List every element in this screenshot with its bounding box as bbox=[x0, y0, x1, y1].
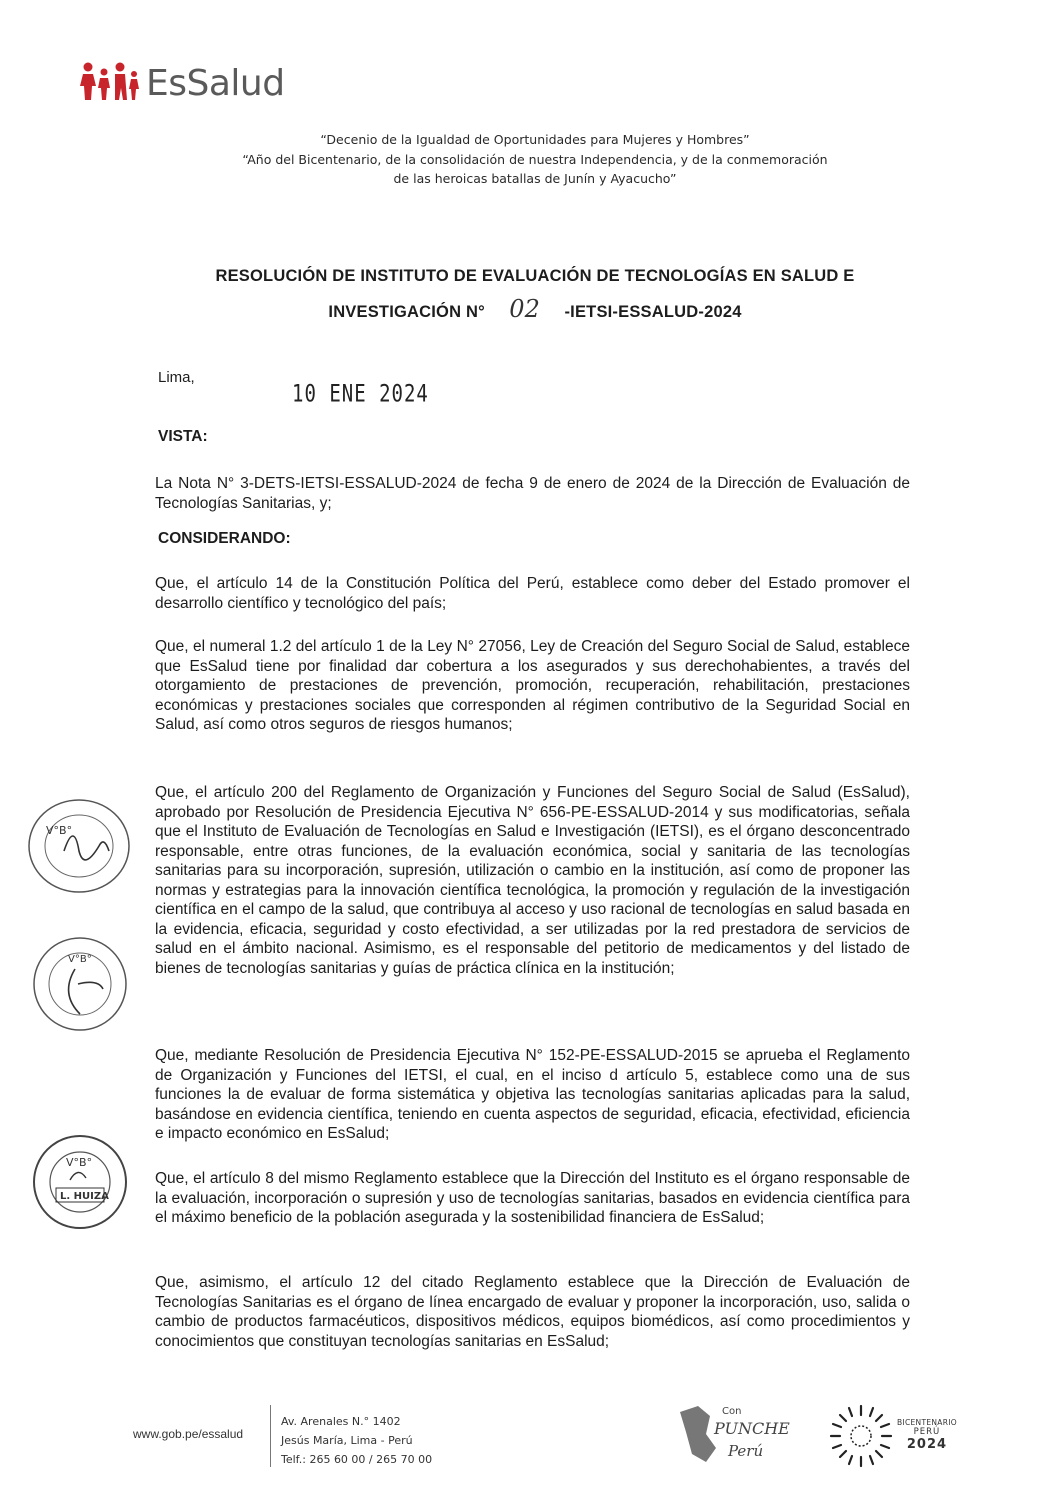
paragraph: Que, el artículo 14 de la Constitución Política del Perú, establece como deber del Estado promover el desarrollo científico y tecnológico del país; bbox=[155, 575, 910, 612]
punche-text: PUNCHE bbox=[714, 1419, 790, 1438]
footer-url: www.gob.pe/essalud bbox=[133, 1427, 244, 1441]
title-prefix: INVESTIGACIÓN N° bbox=[328, 303, 485, 321]
con-punche-peru-logo bbox=[672, 1398, 797, 1468]
footer-address bbox=[281, 1412, 432, 1469]
paragraph: Que, mediante Resolución de Presidencia Ejecutiva N° 152-PE-ESSALUD-2015 se aprueba el Reglamento de Organización y Funciones del IETSI, el cual, en el inciso d artículo 5, establece como una de sus funciones la de evaluar de forma sistemática y objetiva las tecnologías sanitarias aplicadas para la salud, basándose en evidencia científica, teniendo en cuenta aspectos de seguridad, eficacia, efectividad, eficiencia e impacto económico en EsSalud; bbox=[155, 1047, 910, 1142]
paragraph: Que, asimismo, el artículo 12 del citado Reglamento establece que la Dirección de Evaluación de Tecnologías Sanitarias es el órgano de línea encargado de evaluar y proponer la incorporación, uso, salida o cambio de productos farmacéuticos, dispositivos médicos, equipos biomédicos, así como procedimientos y conocimientos que constituyan tecnologías sanitarias en EsSalud; bbox=[155, 1274, 910, 1350]
bicentenario-year: 2024 bbox=[906, 1437, 948, 1452]
con-text: Con bbox=[722, 1406, 742, 1417]
approval-seal bbox=[30, 934, 130, 1034]
peru-map-icon bbox=[680, 1406, 716, 1462]
essalud-logo bbox=[80, 60, 285, 102]
peru-text: Perú bbox=[728, 1442, 764, 1460]
approval-seal bbox=[24, 796, 134, 896]
paragraph: Que, el artículo 200 del Reglamento de Organización y Funciones del Seguro Social de Salud (EsSalud), aprobado por Resolución de Presidencia Ejecutiva N° 656-PE-ESSALUD-2014 y sus modificatorias, señala que el Instituto de Evaluación de Tecnologías en Salud e Investigación (IETSI), es el órgano desconcentrado responsable, entre otras funciones, de la evaluación económica, social y sanitaria de las tecnologías sanitarias para su incorporación, supresión, utilización o cambio en la institución, así como de proponer las normas y estrategias para la innovación científica tecnológica, la promoción y regulación de la investigación científica en el campo de la salud, que contribuya al acceso y uso racional de tecnologías en salud basada en la evidencia, eficacia, seguridad y costo efectividad, a ser utilizadas por la red prestadora de servicios de salud en el ámbito nacional. Asimismo, es el responsable del petitorio de medicamentos y del listado de bienes de tecnologías sanitarias y guías de práctica clínica en la institución; bbox=[155, 784, 910, 977]
title-suffix: -IETSI-ESSALUD-2024 bbox=[564, 303, 742, 321]
title-line-1: RESOLUCIÓN DE INSTITUTO DE EVALUACIÓN DE TECNOLOGÍAS EN SALUD E bbox=[215, 267, 855, 285]
signature bbox=[69, 969, 103, 1014]
footer-divider bbox=[270, 1405, 271, 1467]
family-icon bbox=[80, 60, 144, 102]
slogan-line: “Año del Bicentenario, de la consolidación de nuestra Independencia, y de la conmemoración bbox=[242, 151, 828, 167]
seal-vb: V°B° bbox=[46, 824, 73, 837]
logo-text: EsSalud bbox=[146, 63, 285, 104]
vista-heading: VISTA: bbox=[158, 428, 208, 445]
paragraph: Que, el artículo 8 del mismo Reglamento establece que la Dirección del Instituto es el órgano responsable de la evaluación, incorporación o supresión y uso de tecnologías sanitarias, basados en evidencia científica para el máximo beneficio de la población asegurada y la sostenibilidad financiera de EsSalud; bbox=[155, 1170, 910, 1226]
slogan-line: de las heroicas batallas de Junín y Ayacucho” bbox=[393, 171, 677, 186]
approval-seal bbox=[30, 1132, 130, 1232]
place-label: Lima, bbox=[158, 369, 195, 386]
bicentenario-emblem bbox=[828, 1403, 894, 1469]
seal-vb: V°B° bbox=[66, 1156, 93, 1169]
title-line-2 bbox=[150, 293, 920, 329]
slogan-line: “Decenio de la Igualdad de Oportunidades para Mujeres y Hombres” bbox=[320, 132, 750, 147]
paragraph: Que, el numeral 1.2 del artículo 1 de la Ley N° 27056, Ley de Creación del Seguro Social de Salud, establece que EsSalud tiene por finalidad dar cobertura a los asegurados y sus derechohabientes, a través del otorgamiento de prestaciones de prevención, promoción, recuperación, rehabilitación, prestaciones económicas y prestaciones sociales que corresponden al régimen contributivo de la Seguridad Social en Salud, así como otros seguros de riesgos humanos; bbox=[155, 638, 910, 733]
resolution-number: 02 bbox=[509, 295, 541, 323]
seal-vb: V°B° bbox=[68, 954, 92, 965]
bicentenario-label: BICENTENARIO bbox=[897, 1418, 957, 1427]
resolution-title bbox=[150, 260, 920, 329]
bicentenario-text bbox=[897, 1418, 957, 1452]
bicentenario-country: PERÚ bbox=[913, 1427, 941, 1437]
address-line: Telf.: 265 60 00 / 265 70 00 bbox=[281, 1453, 433, 1466]
considerando-heading: CONSIDERANDO: bbox=[158, 530, 291, 547]
slogans bbox=[220, 130, 850, 189]
date-stamp: 10 ENE 2024 bbox=[292, 380, 429, 408]
signature bbox=[64, 836, 109, 860]
signature bbox=[70, 1172, 86, 1180]
vista-text: La Nota N° 3-DETS-IETSI-ESSALUD-2024 de fecha 9 de enero de 2024 de la Dirección de Evaluación de Tecnologías Sanitarias, y; bbox=[155, 475, 910, 512]
seal-name: L. HUIZA bbox=[60, 1191, 109, 1202]
address-line: Av. Arenales N.° 1402 bbox=[281, 1415, 401, 1428]
address-line: Jesús María, Lima - Perú bbox=[281, 1434, 413, 1447]
